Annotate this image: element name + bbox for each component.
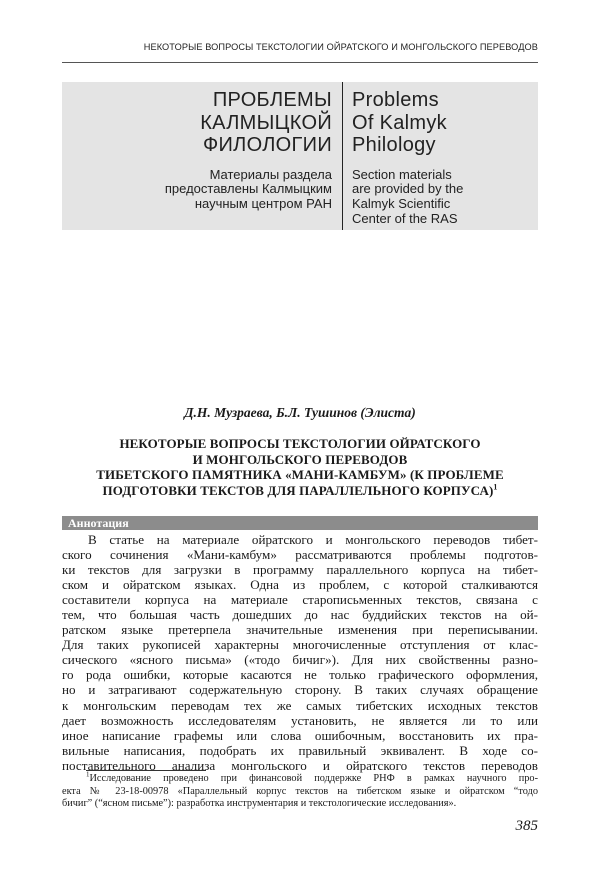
banner-sub-en-line: Kalmyk Scientific [352,196,451,212]
banner-title-ru-line: ПРОБЛЕМЫ [212,89,332,111]
abstract-heading: Аннотация [68,516,129,530]
banner-sub-ru-line: Материалы раздела [209,166,332,182]
abstract-line: вильные написания, подобрать их правильный эквивалент. В ходе со- [62,742,538,758]
title-line: НЕКОТОРЫЕ ВОПРОСЫ ТЕКСТОЛОГИИ ОЙРАТСКОГО [119,436,481,451]
abstract-line: Для таких рукописей характерны многочисленные отступления от клас- [62,637,538,653]
abstract-line: поставительного анализа монгольского и ойратского текстов переводов [62,757,538,773]
article-title [60,436,540,498]
abstract-line: но и затрагивают содержательную сторону. В таких случаях обращение [62,682,538,698]
abstract-line: к монгольским переводам тех же самых тибетских исходных текстов [62,697,538,713]
banner-left-russian [62,89,332,212]
banner-right-english [352,89,538,227]
title-line-text: ПОДГОТОВКИ ТЕКСТОВ ДЛЯ ПАРАЛЛЕЛЬНОГО КОРПУСА) [102,482,494,498]
banner-title-ru-line: ФИЛОЛОГИИ [203,134,332,156]
footnote-line: екта № 23-18-00978 «Параллельный корпус текстов на тибетском языке и ойратском “тодо [62,785,538,797]
banner-sub-en-line: Center of the RAS [352,210,458,226]
abstract-line: го рода ошибки, которые касаются не только графического оформления, [62,667,538,683]
banner-divider [342,82,343,230]
authors: Д.Н. Музраева, Б.Л. Тушинов (Элиста) [184,405,416,420]
banner-sub-en-line: Section materials [352,166,452,182]
abstract-line: дает возможность исследователям установить, не является ли то или [62,712,538,728]
section-banner [62,82,538,230]
title-line: И МОНГОЛЬСКОГО ПЕРЕВОДОВ [192,451,408,467]
banner-sub-ru-line: предоставлены Калмыцким [164,181,332,197]
footnote-reference[interactable]: 1 [493,482,498,492]
abstract-line: ратском языке претерпела значительные изменения при переписывании. [62,622,538,638]
footnote-line [62,770,538,786]
abstract-line: ки текстов для загрузки в программу параллельного корпуса на тибет- [62,562,538,578]
banner-title-en-line: Philology [352,134,436,156]
abstract-line: В статье на материале ойратского и монгольского переводов тибет- [88,532,538,547]
abstract-line: тем, что большая часть дошедших до нас буддийских текстов на ой- [62,607,538,623]
banner-title-en-line: Of Kalmyk [352,111,447,134]
abstract-line: ского сочинения «Мани-камбум» рассматриваются проблемы подготов- [62,547,538,563]
banner-title-ru-line: КАЛМЫЦКОЙ [200,111,332,134]
page-number: 385 [515,818,538,834]
footnote [62,770,538,811]
abstract-line: иное написание графемы или слова ошибочным, восстановить их пра- [62,727,538,743]
title-line-last [60,483,540,499]
banner-sub-en-line: are provided by the [352,181,464,197]
header-rule [62,62,538,63]
abstract-line: ском и ойратском языках. Одна из проблем, с которой сталкиваются [62,577,538,593]
abstract-line: сического «ясного письма» («тодо бичиг»). Для них свойственны разно- [62,652,538,668]
abstract-body [62,532,538,773]
running-head: НЕКОТОРЫЕ ВОПРОСЫ ТЕКСТОЛОГИИ ОЙРАТСКОГО И МОНГОЛЬСКОГО ПЕРЕВОДОВ [143,42,538,52]
footnote-rule [86,770,206,771]
footnote-mark: 1 [86,770,90,779]
footnote-line: бичиг” (“ясном письме”): разработка инструментария и текстологические исследования». [62,798,457,809]
abstract-line: составители корпуса на материале старописьменных текстов, связана с [62,592,538,608]
title-line: ТИБЕТСКОГО ПАМЯТНИКА «МАНИ-КАМБУМ» (К ПРОБЛЕМЕ [96,467,504,482]
abstract-heading-bar [62,516,538,530]
footnote-line-text: Исследование проведено при финансовой поддержке РНФ в рамках научного про- [89,773,538,784]
banner-title-en-line: Problems [352,89,439,111]
banner-sub-ru-line: научным центром РАН [194,196,332,212]
